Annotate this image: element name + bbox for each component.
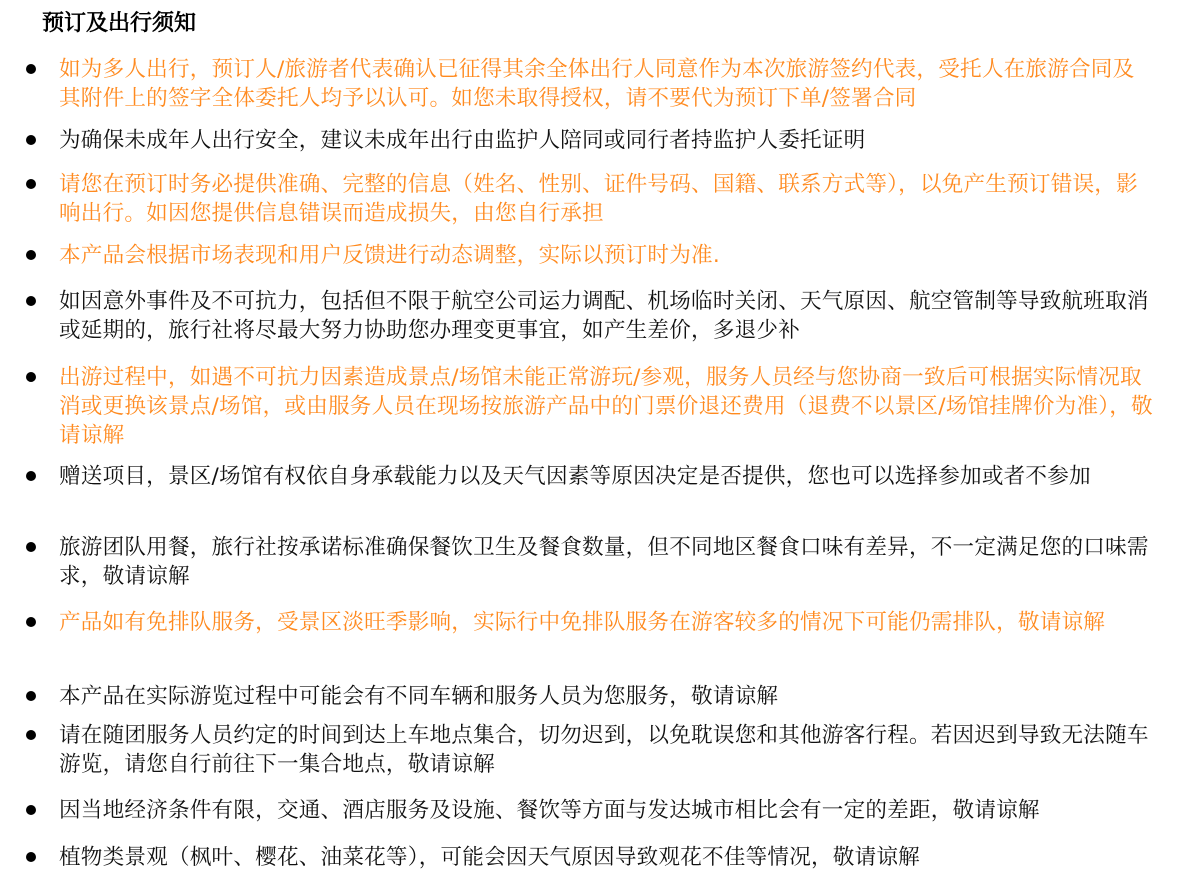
bullet-icon — [26, 296, 36, 306]
notice-text: 本产品在实际游览过程中可能会有不同车辆和服务人员为您服务，敬请谅解 — [59, 684, 779, 709]
notice-text: 因当地经济条件有限，交通、酒店服务及设施、餐饮等方面与发达城市相比会有一定的差距，敬请谅解 — [59, 798, 1040, 823]
bullet-icon — [26, 372, 36, 382]
bullet-icon — [26, 542, 36, 552]
bullet-icon — [26, 250, 36, 260]
bullet-icon — [26, 64, 36, 74]
bullet-icon — [26, 691, 36, 701]
bullet-icon — [26, 805, 36, 815]
page-title: 预订及出行须知 — [42, 11, 197, 36]
notice-text: 请在随团服务人员约定的时间到达上车地点集合，切勿迟到，以免耽误您和其他游客行程。若因迟到导致无法随车游览，请您自行前往下一集合地点，敬请谅解 — [59, 723, 1149, 777]
notice-text: 如为多人出行，预订人/旅游者代表确认已征得其余全体出行人同意作为本次旅游签约代表，受托人在旅游合同及其附件上的签字全体委托人均予以认可。如您未取得授权，请不要代为预订下单/签署合同 — [59, 57, 1135, 111]
notice-text: 本产品会根据市场表现和用户反馈进行动态调整，实际以预订时为准. — [59, 243, 720, 268]
bullet-icon — [26, 852, 36, 862]
notice-text: 出游过程中，如遇不可抗力因素造成景点/场馆未能正常游玩/参观，服务人员经与您协商一致后可根据实际情况取消或更换该景点/场馆，或由服务人员在现场按旅游产品中的门票价退还费用（退费不以景区/场馆挂牌价为准），敬请谅解 — [59, 365, 1153, 448]
notice-text: 旅游团队用餐，旅行社按承诺标准确保餐饮卫生及餐食数量，但不同地区餐食口味有差异，不一定满足您的口味需求，敬请谅解 — [59, 535, 1149, 589]
notice-text: 植物类景观（枫叶、樱花、油菜花等），可能会因天气原因导致观花不佳等情况，敬请谅解 — [59, 845, 920, 870]
notice-text: 如因意外事件及不可抗力，包括但不限于航空公司运力调配、机场临时关闭、天气原因、航空管制等导致航班取消或延期的，旅行社将尽最大努力协助您办理变更事宜，如产生差价，多退少补 — [59, 289, 1149, 343]
notice-text: 产品如有免排队服务，受景区淡旺季影响，实际行中免排队服务在游客较多的情况下可能仍需排队，敬请谅解 — [59, 610, 1106, 635]
bullet-icon — [26, 617, 36, 627]
bullet-icon — [26, 135, 36, 145]
bullet-icon — [26, 471, 36, 481]
notice-text: 为确保未成年人出行安全，建议未成年出行由监护人陪同或同行者持监护人委托证明 — [59, 128, 866, 153]
notice-text: 赠送项目，景区/场馆有权依自身承载能力以及天气因素等原因决定是否提供，您也可以选择参加或者不参加 — [59, 464, 1091, 489]
bullet-icon — [26, 730, 36, 740]
notice-text: 请您在预订时务必提供准确、完整的信息（姓名、性别、证件号码、国籍、联系方式等），以免产生预订错误，影响出行。如因您提供信息错误而造成损失，由您自行承担 — [59, 172, 1138, 226]
bullet-icon — [26, 179, 36, 189]
